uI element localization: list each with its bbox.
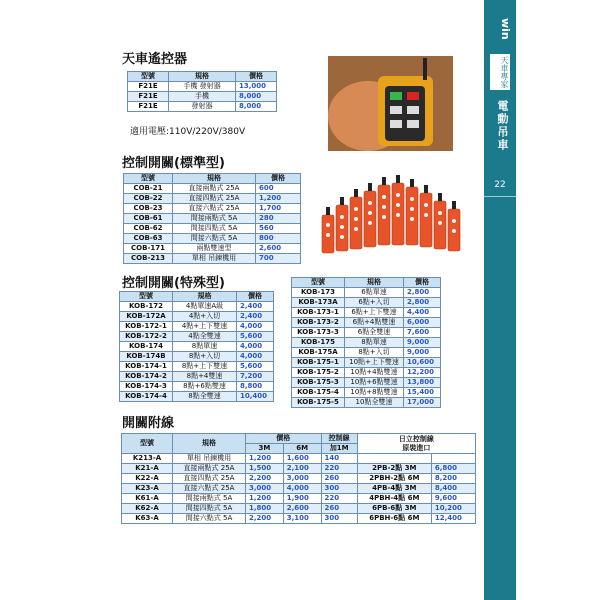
price-cell: 2,400 xyxy=(237,302,274,312)
price-cell: 9,000 xyxy=(404,338,441,348)
spec-cell: 8點全雙速 xyxy=(173,392,237,402)
table-row xyxy=(122,514,476,524)
header-model: 型號 xyxy=(120,292,173,302)
spec-cell: 6點全雙速 xyxy=(345,328,404,338)
price-cell: 9,000 xyxy=(404,348,441,358)
add-1m-cell: 220 xyxy=(321,494,357,504)
table-row xyxy=(292,318,441,328)
spec-cell: 6點單速 xyxy=(345,288,404,298)
remote-heading: 天車遙控器 xyxy=(122,52,188,67)
spec-cell: 6點+入切 xyxy=(345,298,404,308)
price-cell: 280 xyxy=(256,214,301,224)
table-row xyxy=(124,194,301,204)
model-cell: KOB-173 xyxy=(292,288,345,298)
header-spec: 規格 xyxy=(173,434,246,454)
price-cell: 800 xyxy=(256,234,301,244)
table-row xyxy=(122,464,476,474)
price-cell: 7,600 xyxy=(404,328,441,338)
hitachi-price-cell: 9,600 xyxy=(431,494,475,504)
price-cell: 7,200 xyxy=(237,372,274,382)
table-row xyxy=(122,474,476,484)
header-price: 價格 xyxy=(236,72,277,82)
table-header-row xyxy=(120,292,274,302)
special-left-table xyxy=(119,291,274,402)
header-spec: 規格 xyxy=(345,278,404,288)
spec-cell: 間接四點式 5A xyxy=(173,224,256,234)
model-cell: KOB-172A xyxy=(120,312,173,322)
spec-cell: 直接兩點式 25A xyxy=(173,184,256,194)
table-row xyxy=(292,328,441,338)
price-cell: 6,000 xyxy=(404,318,441,328)
model-cell: K23-A xyxy=(122,484,173,494)
table-row xyxy=(128,102,277,112)
price-cell: 600 xyxy=(256,184,301,194)
model-cell: KOB-173-3 xyxy=(292,328,345,338)
header-model: 型號 xyxy=(128,72,169,82)
remote-control-image xyxy=(328,56,453,151)
model-cell: COB-23 xyxy=(124,204,173,214)
spec-cell: 10點+6點雙速 xyxy=(345,378,404,388)
table-row xyxy=(292,378,441,388)
table-row xyxy=(292,398,441,408)
spec-cell: 8點+入切 xyxy=(345,348,404,358)
add-1m-cell: 140 xyxy=(321,454,357,464)
price-6m-cell: 3,000 xyxy=(283,474,321,484)
table-row xyxy=(120,382,274,392)
model-cell: F21E xyxy=(128,92,169,102)
spec-cell: 6點+上下雙速 xyxy=(345,308,404,318)
table-row xyxy=(122,484,476,494)
table-row xyxy=(292,308,441,318)
price-cell: 13,800 xyxy=(404,378,441,388)
spec-cell: 4點+上下雙速 xyxy=(173,322,237,332)
standard-body xyxy=(124,184,301,264)
header-model: 型號 xyxy=(124,174,173,184)
table-row xyxy=(292,288,441,298)
table-row xyxy=(122,494,476,504)
hitachi-price-cell: 8,200 xyxy=(431,474,475,484)
price-cell: 4,000 xyxy=(237,322,274,332)
model-cell: COB-171 xyxy=(124,244,173,254)
spec-cell: 間接兩點式 5A xyxy=(173,494,246,504)
model-cell: K213-A xyxy=(122,454,173,464)
spec-cell: 4點全雙速 xyxy=(173,332,237,342)
price-cell: 4,400 xyxy=(404,308,441,318)
model-cell: COB-61 xyxy=(124,214,173,224)
standard-heading: 控制開關(標準型) xyxy=(122,156,225,171)
price-cell: 10,400 xyxy=(237,392,274,402)
add-1m-cell: 260 xyxy=(321,474,357,484)
price-3m-cell: 1,200 xyxy=(246,454,284,464)
cable-body xyxy=(122,454,476,524)
price-3m-cell: 3,000 xyxy=(246,484,284,494)
brand-tagline: 天車專家 xyxy=(490,54,510,90)
model-cell: COB-62 xyxy=(124,224,173,234)
spec-cell: 直接六點式 25A xyxy=(173,484,246,494)
price-cell: 10,600 xyxy=(404,358,441,368)
model-cell: KOB-175-3 xyxy=(292,378,345,388)
spec-cell: 間接六點式 5A xyxy=(173,234,256,244)
cable-heading: 開關附線 xyxy=(122,416,175,431)
header-price: 價格 xyxy=(237,292,274,302)
header-model: 型號 xyxy=(122,434,173,454)
spec-cell: 8點+入切 xyxy=(173,352,237,362)
table-row xyxy=(124,244,301,254)
model-cell: KOB-175 xyxy=(292,338,345,348)
price-cell: 2,800 xyxy=(404,298,441,308)
header-add-1m: 加1M xyxy=(321,444,357,454)
spec-cell: 4點單速A級 xyxy=(173,302,237,312)
model-cell: KOB-174-2 xyxy=(120,372,173,382)
spec-cell: 直接兩點式 25A xyxy=(173,464,246,474)
header-3m: 3M xyxy=(246,444,284,454)
price-cell: 2,600 xyxy=(256,244,301,254)
model-cell: COB-63 xyxy=(124,234,173,244)
price-cell: 8,800 xyxy=(237,382,274,392)
header-original-label: 原裝進口 xyxy=(402,443,431,452)
model-cell: K62-A xyxy=(122,504,173,514)
table-row xyxy=(120,352,274,362)
sidebar xyxy=(484,0,516,600)
model-cell: KOB-175-4 xyxy=(292,388,345,398)
hitachi-model-cell: 4PB-4點 3M xyxy=(357,484,431,494)
table-row xyxy=(124,204,301,214)
price-cell: 2,800 xyxy=(404,288,441,298)
spec-cell: 10點全雙速 xyxy=(345,398,404,408)
voltage-note: 適用電壓:110V/220V/380V xyxy=(130,127,246,137)
special-right-body xyxy=(292,288,441,408)
model-cell: K61-A xyxy=(122,494,173,504)
section-label: 電動吊車 xyxy=(496,100,509,152)
price-cell: 1,200 xyxy=(256,194,301,204)
price-cell: 8,000 xyxy=(236,102,277,112)
spec-cell: 兩點雙速型 xyxy=(173,244,256,254)
price-cell: 4,000 xyxy=(237,352,274,362)
hitachi-model-cell: 2PB-2點 3M xyxy=(357,464,431,474)
price-cell: 15,400 xyxy=(404,388,441,398)
add-1m-cell: 300 xyxy=(321,514,357,524)
remote-control-photo xyxy=(328,56,453,151)
table-row xyxy=(124,224,301,234)
price-cell: 13,000 xyxy=(236,82,277,92)
table-row xyxy=(120,302,274,312)
model-cell: KOB-175-5 xyxy=(292,398,345,408)
remote-table xyxy=(127,71,277,112)
table-row xyxy=(292,298,441,308)
price-cell: 2,400 xyxy=(237,312,274,322)
model-cell: KOB-174 xyxy=(120,342,173,352)
brand-logo: win xyxy=(499,18,512,40)
price-6m-cell: 3,100 xyxy=(283,514,321,524)
table-row xyxy=(122,504,476,514)
header-spec: 規格 xyxy=(173,292,237,302)
table-row xyxy=(124,234,301,244)
price-cell: 17,000 xyxy=(404,398,441,408)
cable-table xyxy=(121,433,476,524)
spec-cell: 8點+4雙速 xyxy=(173,372,237,382)
spec-cell: 直接四點式 25A xyxy=(173,194,256,204)
spec-cell: 6點+4點雙速 xyxy=(345,318,404,328)
header-price: 價格 xyxy=(404,278,441,288)
model-cell: K21-A xyxy=(122,464,173,474)
price-6m-cell: 4,000 xyxy=(283,484,321,494)
table-row xyxy=(128,82,277,92)
model-cell: KOB-174-3 xyxy=(120,382,173,392)
price-cell: 4,000 xyxy=(237,342,274,352)
spec-cell: 10點+4點雙速 xyxy=(345,368,404,378)
price-cell: 8,000 xyxy=(236,92,277,102)
price-6m-cell: 2,600 xyxy=(283,504,321,514)
model-cell: KOB-173-1 xyxy=(292,308,345,318)
spec-cell: 8點+6點雙速 xyxy=(173,382,237,392)
model-cell: F21E xyxy=(128,82,169,92)
price-cell: 5,600 xyxy=(237,332,274,342)
hitachi-model-cell: 6PBH-6點 6M xyxy=(357,514,431,524)
hitachi-model-cell: 6PB-6點 3M xyxy=(357,504,431,514)
header-hitachi-label: 日立控制線 xyxy=(398,434,434,443)
hitachi-price-cell: 8,400 xyxy=(431,484,475,494)
hitachi-price-cell xyxy=(431,454,475,464)
add-1m-cell: 220 xyxy=(321,464,357,474)
header-spec: 規格 xyxy=(173,174,256,184)
table-header-row xyxy=(292,278,441,288)
model-cell: KOB-175-1 xyxy=(292,358,345,368)
sidebar-divider xyxy=(484,196,516,197)
table-row xyxy=(120,342,274,352)
table-row xyxy=(124,254,301,264)
table-row xyxy=(120,362,274,372)
spec-cell: 間接四點式 5A xyxy=(173,504,246,514)
model-cell: KOB-175-2 xyxy=(292,368,345,378)
spec-cell: 8點單速 xyxy=(173,342,237,352)
table-row xyxy=(128,92,277,102)
spec-cell: 單相 吊鍊機用 xyxy=(173,254,256,264)
spec-cell: 10點+上下雙速 xyxy=(345,358,404,368)
model-cell: KOB-174-1 xyxy=(120,362,173,372)
header-control-cable: 控制線 xyxy=(321,434,357,444)
header-hitachi xyxy=(357,434,475,454)
model-cell: COB-213 xyxy=(124,254,173,264)
table-header-row xyxy=(128,72,277,82)
spec-cell: 間接六點式 5A xyxy=(173,514,246,524)
table-row xyxy=(292,338,441,348)
price-6m-cell: 1,900 xyxy=(283,494,321,504)
model-cell: KOB-174-4 xyxy=(120,392,173,402)
special-heading: 控制開關(特殊型) xyxy=(122,276,225,291)
add-1m-cell: 300 xyxy=(321,484,357,494)
table-row xyxy=(120,312,274,322)
price-3m-cell: 2,200 xyxy=(246,514,284,524)
header-spec: 規格 xyxy=(169,72,236,82)
add-1m-cell: 260 xyxy=(321,504,357,514)
price-cell: 700 xyxy=(256,254,301,264)
price-6m-cell: 1,600 xyxy=(283,454,321,464)
hitachi-model-cell xyxy=(357,454,431,464)
standard-table xyxy=(123,173,301,264)
model-cell: COB-21 xyxy=(124,184,173,194)
price-cell: 5,600 xyxy=(237,362,274,372)
table-header-row xyxy=(124,174,301,184)
header-price: 價格 xyxy=(256,174,301,184)
hitachi-model-cell: 4PBH-4點 6M xyxy=(357,494,431,504)
table-row xyxy=(124,214,301,224)
model-cell: KOB-172 xyxy=(120,302,173,312)
spec-cell: 發射器 xyxy=(169,102,236,112)
price-3m-cell: 1,500 xyxy=(246,464,284,474)
spec-cell: 4點+入切 xyxy=(173,312,237,322)
price-3m-cell: 1,800 xyxy=(246,504,284,514)
price-cell: 560 xyxy=(256,224,301,234)
spec-cell: 直接六點式 25A xyxy=(173,204,256,214)
table-row xyxy=(292,368,441,378)
model-cell: COB-22 xyxy=(124,194,173,204)
table-row xyxy=(124,184,301,194)
hitachi-model-cell: 2PBH-2點 6M xyxy=(357,474,431,484)
control-switches-photo xyxy=(318,175,468,270)
table-row xyxy=(120,392,274,402)
hitachi-price-cell: 6,800 xyxy=(431,464,475,474)
price-6m-cell: 2,100 xyxy=(283,464,321,474)
table-row xyxy=(292,348,441,358)
header-price: 價格 xyxy=(246,434,322,444)
spec-cell: 8點+上下雙速 xyxy=(173,362,237,372)
model-cell: K63-A xyxy=(122,514,173,524)
table-row xyxy=(292,388,441,398)
model-cell: F21E xyxy=(128,102,169,112)
spec-cell: 間接兩點式 5A xyxy=(173,214,256,224)
control-switches-image xyxy=(318,175,468,270)
model-cell: KOB-173-2 xyxy=(292,318,345,328)
spec-cell: 8點單速 xyxy=(345,338,404,348)
table-row xyxy=(292,358,441,368)
model-cell: KOB-174B xyxy=(120,352,173,362)
table-row xyxy=(120,322,274,332)
price-3m-cell: 2,200 xyxy=(246,474,284,484)
header-model: 型號 xyxy=(292,278,345,288)
page-number: 22 xyxy=(494,180,506,190)
table-row xyxy=(120,372,274,382)
hitachi-price-cell: 12,400 xyxy=(431,514,475,524)
spec-cell: 手機 xyxy=(169,92,236,102)
price-3m-cell: 1,200 xyxy=(246,494,284,504)
model-cell: KOB-172-2 xyxy=(120,332,173,342)
model-cell: KOB-172-1 xyxy=(120,322,173,332)
spec-cell: 10點+8點雙速 xyxy=(345,388,404,398)
model-cell: KOB-173A xyxy=(292,298,345,308)
spec-cell: 單相 吊鍊機用 xyxy=(173,454,246,464)
hitachi-price-cell: 10,200 xyxy=(431,504,475,514)
model-cell: KOB-175A xyxy=(292,348,345,358)
table-row xyxy=(122,454,476,464)
table-row xyxy=(120,332,274,342)
special-left-body xyxy=(120,302,274,402)
spec-cell: 手機 發射器 xyxy=(169,82,236,92)
price-cell: 12,200 xyxy=(404,368,441,378)
price-cell: 1,700 xyxy=(256,204,301,214)
special-right-table xyxy=(291,277,441,408)
model-cell: K22-A xyxy=(122,474,173,484)
spec-cell: 直接四點式 25A xyxy=(173,474,246,484)
header-6m: 6M xyxy=(283,444,321,454)
table-header-row xyxy=(122,434,476,444)
